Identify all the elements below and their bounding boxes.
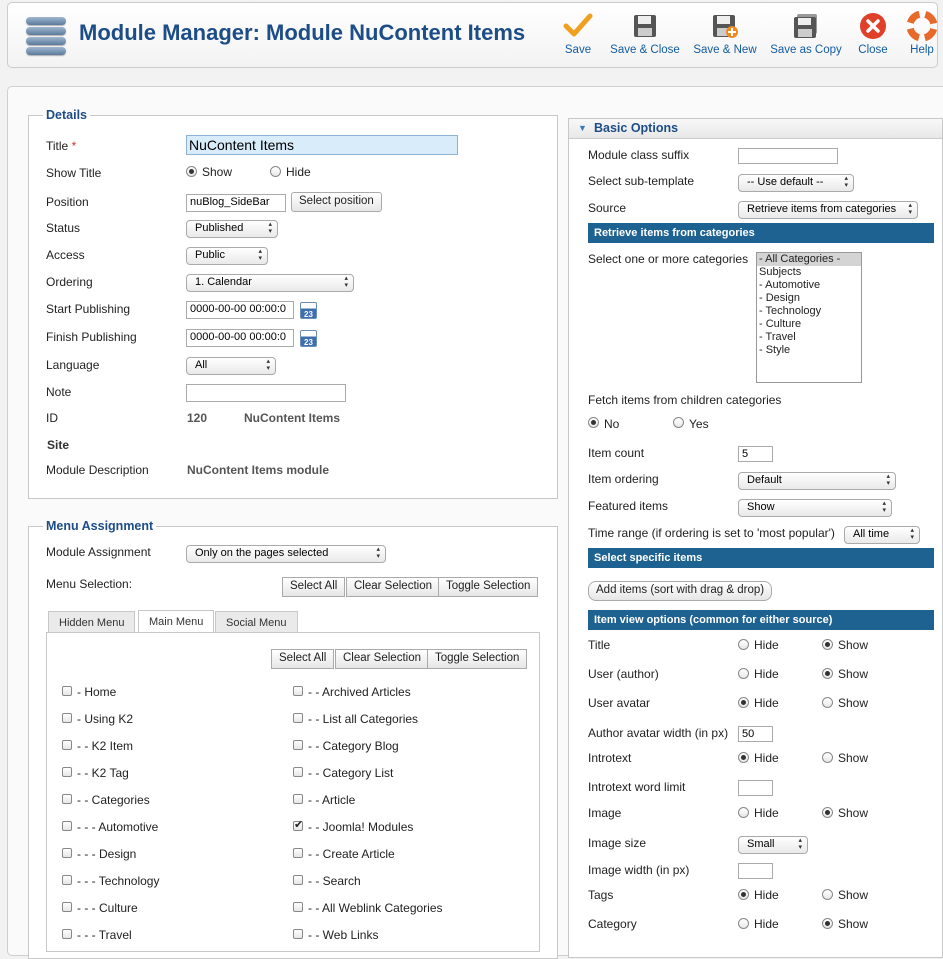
menu-item-row <box>293 846 533 862</box>
category-option[interactable]: - Culture <box>759 318 802 330</box>
view-option-show-radio[interactable] <box>822 918 833 929</box>
add-items-button[interactable]: Add items (sort with drag & drop) <box>588 581 772 601</box>
help-label: Help <box>910 44 934 56</box>
view-option-select[interactable]: Small ▴ ▾ <box>738 836 808 854</box>
clear-selection-button[interactable]: Clear Selection <box>346 577 440 597</box>
category-option[interactable]: - Technology <box>759 305 822 317</box>
menu-item-label: - - Web Links <box>308 928 379 942</box>
menu-item-row <box>62 900 272 916</box>
menu-item-row <box>293 819 533 835</box>
menu-item-label: - - All Weblink Categories <box>308 901 443 915</box>
fetch-children-yes-label: Yes <box>689 417 709 431</box>
view-option-show-label: Show <box>838 696 869 710</box>
show-title-hide-radio[interactable] <box>270 166 281 177</box>
ordering-select[interactable]: 1. Calendar ▴ ▾ <box>186 274 354 292</box>
save-button[interactable] <box>557 11 599 56</box>
menu-item-right-checkbox-2[interactable] <box>293 740 303 750</box>
menu-item-label: - Using K2 <box>77 712 134 726</box>
finish-calendar-icon[interactable]: 23 <box>300 330 317 347</box>
floppy-disk-copy-icon <box>790 11 822 41</box>
site-label: Site <box>47 438 70 452</box>
time-range-label: Time range (if ordering is set to 'most popular') <box>588 526 835 540</box>
save-as-copy-label: Save as Copy <box>770 44 842 56</box>
module-assignment-select[interactable]: Only on the pages selected ▴ ▾ <box>186 545 386 563</box>
category-option[interactable]: - All Categories - <box>757 253 861 266</box>
menu-item-label: - - Categories <box>77 793 150 807</box>
view-option-label: Author avatar width (in px) <box>588 726 729 740</box>
view-option-input[interactable]: 50 <box>738 726 773 742</box>
menu-item-label: - - Create Article <box>308 847 395 861</box>
featured-items-label: Featured items <box>588 499 669 513</box>
view-option-input[interactable] <box>738 780 773 796</box>
fetch-children-yes-radio[interactable] <box>673 417 684 428</box>
source-label: Source <box>588 201 627 215</box>
menu-item-row <box>62 846 272 862</box>
menu-item-left-checkbox-7[interactable] <box>62 875 72 885</box>
menu-assignment-legend: Menu Assignment <box>46 519 154 533</box>
view-option-show-label: Show <box>838 667 869 681</box>
view-option-label: User (author) <box>588 667 659 681</box>
view-option-show-radio[interactable] <box>822 807 833 818</box>
view-option-show-label: Show <box>838 751 869 765</box>
close-label: Close <box>858 44 888 56</box>
source-select[interactable]: Retrieve items from categories ▴ ▾ <box>738 201 918 219</box>
menu-item-label: - - - Technology <box>77 874 160 888</box>
menu-item-left-checkbox-0[interactable] <box>62 686 72 696</box>
view-option-hide-label: Hide <box>754 696 779 710</box>
view-option-hide-label: Hide <box>754 667 779 681</box>
subtemplate-select[interactable]: -- Use default -- ▴ ▾ <box>738 174 854 192</box>
id-module-name: NuContent Items <box>244 411 340 425</box>
view-option-hide-radio[interactable] <box>738 918 749 929</box>
menu-item-right-checkbox-5[interactable] <box>293 821 303 831</box>
inner-toggle-selection-button[interactable]: Toggle Selection <box>427 649 527 669</box>
view-option-show-radio[interactable] <box>822 889 833 900</box>
fetch-children-no-radio[interactable] <box>588 417 599 428</box>
view-option-show-radio[interactable] <box>822 697 833 708</box>
menu-item-right-checkbox-6[interactable] <box>293 848 303 858</box>
id-value: 120 <box>187 411 208 425</box>
menu-item-left-checkbox-3[interactable] <box>62 767 72 777</box>
menu-item-row <box>62 711 272 727</box>
lifebuoy-icon <box>906 11 938 41</box>
view-option-show-label: Show <box>838 806 869 820</box>
access-select[interactable]: Public ▴ ▾ <box>186 247 268 265</box>
menu-item-label: - - Article <box>308 793 356 807</box>
view-option-show-radio[interactable] <box>822 639 833 650</box>
ordering-label: Ordering <box>46 275 93 289</box>
basic-options-title: Basic Options <box>594 121 679 135</box>
language-label: Language <box>46 358 100 372</box>
view-option-hide-label: Hide <box>754 917 779 931</box>
page-title: Module Manager: Module NuContent Items <box>79 20 526 45</box>
view-option-label: Title <box>588 638 611 652</box>
category-option[interactable]: - Design <box>759 292 800 304</box>
menu-item-row <box>293 765 533 781</box>
tab-social-menu[interactable]: Social Menu <box>215 611 298 633</box>
fetch-children-no-label: No <box>604 417 620 431</box>
menu-item-row <box>62 873 272 889</box>
menu-item-row <box>293 792 533 808</box>
view-option-hide-label: Hide <box>754 806 779 820</box>
show-title-hide-label: Hide <box>286 165 311 179</box>
view-option-label: Image width (in px) <box>588 863 690 877</box>
toggle-selection-button[interactable]: Toggle Selection <box>438 577 538 597</box>
category-option[interactable]: Subjects <box>759 266 802 278</box>
view-option-show-radio[interactable] <box>822 668 833 679</box>
module-description-value: NuContent Items module <box>187 463 330 477</box>
finish-publishing-label: Finish Publishing <box>46 330 137 344</box>
view-option-label: Category <box>588 917 637 931</box>
collapse-arrow-icon: ▼ <box>578 123 587 133</box>
menu-item-row <box>293 684 533 700</box>
start-calendar-icon[interactable]: 23 <box>300 302 317 319</box>
menu-selection-label: Menu Selection: <box>46 577 133 591</box>
help-button[interactable] <box>906 11 938 56</box>
time-range-select[interactable]: All time ▴ ▾ <box>844 526 920 544</box>
section-select-specific-items: Select specific items <box>588 548 934 568</box>
view-option-show-label: Show <box>838 888 869 902</box>
inner-select-all-button[interactable]: Select All <box>271 649 334 669</box>
menu-item-label: - - Joomla! Modules <box>308 820 414 834</box>
tab-main-menu[interactable]: Main Menu <box>138 610 214 633</box>
menu-item-right-checkbox-4[interactable] <box>293 794 303 804</box>
view-option-hide-radio[interactable] <box>738 697 749 708</box>
details-legend: Details <box>46 108 87 122</box>
save-close-label: Save & Close <box>610 44 680 56</box>
access-label: Access <box>46 248 85 262</box>
view-option-label: Image size <box>588 836 647 850</box>
view-option-show-label: Show <box>838 638 869 652</box>
menu-item-right-checkbox-0[interactable] <box>293 686 303 696</box>
select-all-button[interactable]: Select All <box>282 577 345 597</box>
menu-item-row <box>293 927 533 943</box>
save-new-label: Save & New <box>693 44 757 56</box>
view-option-label: Introtext <box>588 751 632 765</box>
note-label: Note <box>46 385 72 399</box>
menu-item-label: - - Category List <box>308 766 394 780</box>
view-option-label: Tags <box>588 888 614 902</box>
module-description-label: Module Description <box>46 463 149 477</box>
view-option-hide-label: Hide <box>754 638 779 652</box>
menu-item-label: - - - Automotive <box>77 820 159 834</box>
menu-item-left-checkbox-2[interactable] <box>62 740 72 750</box>
menu-item-row <box>62 738 272 754</box>
menu-item-left-checkbox-5[interactable] <box>62 821 72 831</box>
view-option-show-radio[interactable] <box>822 752 833 763</box>
menu-item-label: - - - Design <box>77 847 137 861</box>
show-title-show-label: Show <box>202 165 233 179</box>
item-ordering-label: Item ordering <box>588 472 659 486</box>
view-option-show-label: Show <box>838 917 869 931</box>
menu-item-row <box>293 711 533 727</box>
fetch-children-label: Fetch items from children categories <box>588 393 782 407</box>
menu-item-left-checkbox-1[interactable] <box>62 713 72 723</box>
start-publishing-input[interactable]: 0000-00-00 00:00:0 <box>186 301 294 319</box>
menu-item-label: - - List all Categories <box>308 712 419 726</box>
menu-item-left-checkbox-6[interactable] <box>62 848 72 858</box>
view-option-hide-radio[interactable] <box>738 668 749 679</box>
section-item-view-options: Item view options (common for either source) <box>588 610 934 630</box>
note-input[interactable] <box>186 384 346 402</box>
menu-item-label: - - K2 Tag <box>77 766 129 780</box>
save-close-button[interactable] <box>608 11 682 56</box>
floppy-disk-plus-icon <box>709 11 741 41</box>
menu-item-label: - - - Travel <box>77 928 132 942</box>
menu-item-row <box>62 927 272 943</box>
checkmark-icon <box>562 11 594 41</box>
module-manager-logo-icon <box>22 12 70 58</box>
view-option-hide-label: Hide <box>754 888 779 902</box>
item-count-input[interactable]: 5 <box>738 446 773 462</box>
class-suffix-label: Module class suffix <box>588 148 690 162</box>
menu-item-right-checkbox-8[interactable] <box>293 902 303 912</box>
show-title-label: Show Title <box>46 166 102 180</box>
category-option[interactable]: - Automotive <box>759 279 821 291</box>
menu-item-label: - - Search <box>308 874 361 888</box>
close-icon <box>857 11 889 41</box>
menu-item-left-checkbox-4[interactable] <box>62 794 72 804</box>
menu-item-row <box>293 738 533 754</box>
status-select[interactable]: Published ▴ ▾ <box>186 220 278 238</box>
basic-options-header[interactable] <box>569 119 942 139</box>
featured-items-select[interactable]: Show ▴ ▾ <box>738 499 892 517</box>
categories-label: Select one or more categories <box>588 252 749 266</box>
item-count-label: Item count <box>588 446 645 460</box>
position-input[interactable]: nuBlog_SideBar <box>186 194 286 212</box>
finish-publishing-input[interactable]: 0000-00-00 00:00:0 <box>186 329 294 347</box>
start-publishing-label: Start Publishing <box>46 302 131 316</box>
show-title-show-radio[interactable] <box>186 166 197 177</box>
view-option-hide-radio[interactable] <box>738 752 749 763</box>
menu-item-label: - - Archived Articles <box>308 685 411 699</box>
title-input[interactable]: NuContent Items <box>186 135 458 155</box>
title-label: Title * <box>46 139 77 153</box>
category-option[interactable]: - Style <box>759 344 791 356</box>
language-select[interactable]: All ▴ ▾ <box>186 357 276 375</box>
menu-item-right-checkbox-7[interactable] <box>293 875 303 885</box>
menu-item-left-checkbox-8[interactable] <box>62 902 72 912</box>
categories-listbox[interactable] <box>756 252 862 383</box>
menu-item-row <box>293 900 533 916</box>
menu-item-label: - - Category Blog <box>308 739 399 753</box>
id-label: ID <box>46 411 58 425</box>
view-option-label: Introtext word limit <box>588 780 686 794</box>
save-as-copy-button[interactable] <box>769 11 843 56</box>
view-option-input[interactable] <box>738 863 773 879</box>
menu-item-row <box>62 819 272 835</box>
tab-hidden-menu[interactable]: Hidden Menu <box>48 611 135 633</box>
module-assignment-label: Module Assignment <box>46 545 151 559</box>
inner-clear-selection-button[interactable]: Clear Selection <box>335 649 429 669</box>
menu-item-right-checkbox-3[interactable] <box>293 767 303 777</box>
view-option-hide-radio[interactable] <box>738 889 749 900</box>
menu-item-row <box>62 684 272 700</box>
save-label: Save <box>564 44 592 56</box>
toolbar-header <box>7 2 938 68</box>
select-position-button[interactable]: Select position <box>291 192 382 212</box>
menu-item-right-checkbox-9[interactable] <box>293 929 303 939</box>
menu-item-label: - - - Culture <box>77 901 138 915</box>
category-option[interactable]: - Travel <box>759 331 796 343</box>
save-new-button[interactable] <box>692 11 758 56</box>
status-label: Status <box>46 221 81 235</box>
view-option-hide-radio[interactable] <box>738 807 749 818</box>
view-option-label: User avatar <box>588 696 651 710</box>
position-label: Position <box>46 195 89 209</box>
view-option-label: Image <box>588 806 622 820</box>
menu-item-right-checkbox-1[interactable] <box>293 713 303 723</box>
menu-item-left-checkbox-9[interactable] <box>62 929 72 939</box>
view-option-hide-label: Hide <box>754 751 779 765</box>
class-suffix-input[interactable] <box>738 148 838 164</box>
menu-item-label: - - K2 Item <box>77 739 134 753</box>
menu-item-label: - Home <box>77 685 117 699</box>
section-retrieve-categories: Retrieve items from categories <box>588 223 934 243</box>
floppy-disk-icon <box>629 11 661 41</box>
menu-item-row <box>293 873 533 889</box>
close-button[interactable] <box>855 11 891 56</box>
view-option-hide-radio[interactable] <box>738 639 749 650</box>
menu-item-row <box>62 792 272 808</box>
item-ordering-select[interactable]: Default ▴ ▾ <box>738 472 896 490</box>
subtemplate-label: Select sub-template <box>588 174 695 188</box>
menu-item-row <box>62 765 272 781</box>
